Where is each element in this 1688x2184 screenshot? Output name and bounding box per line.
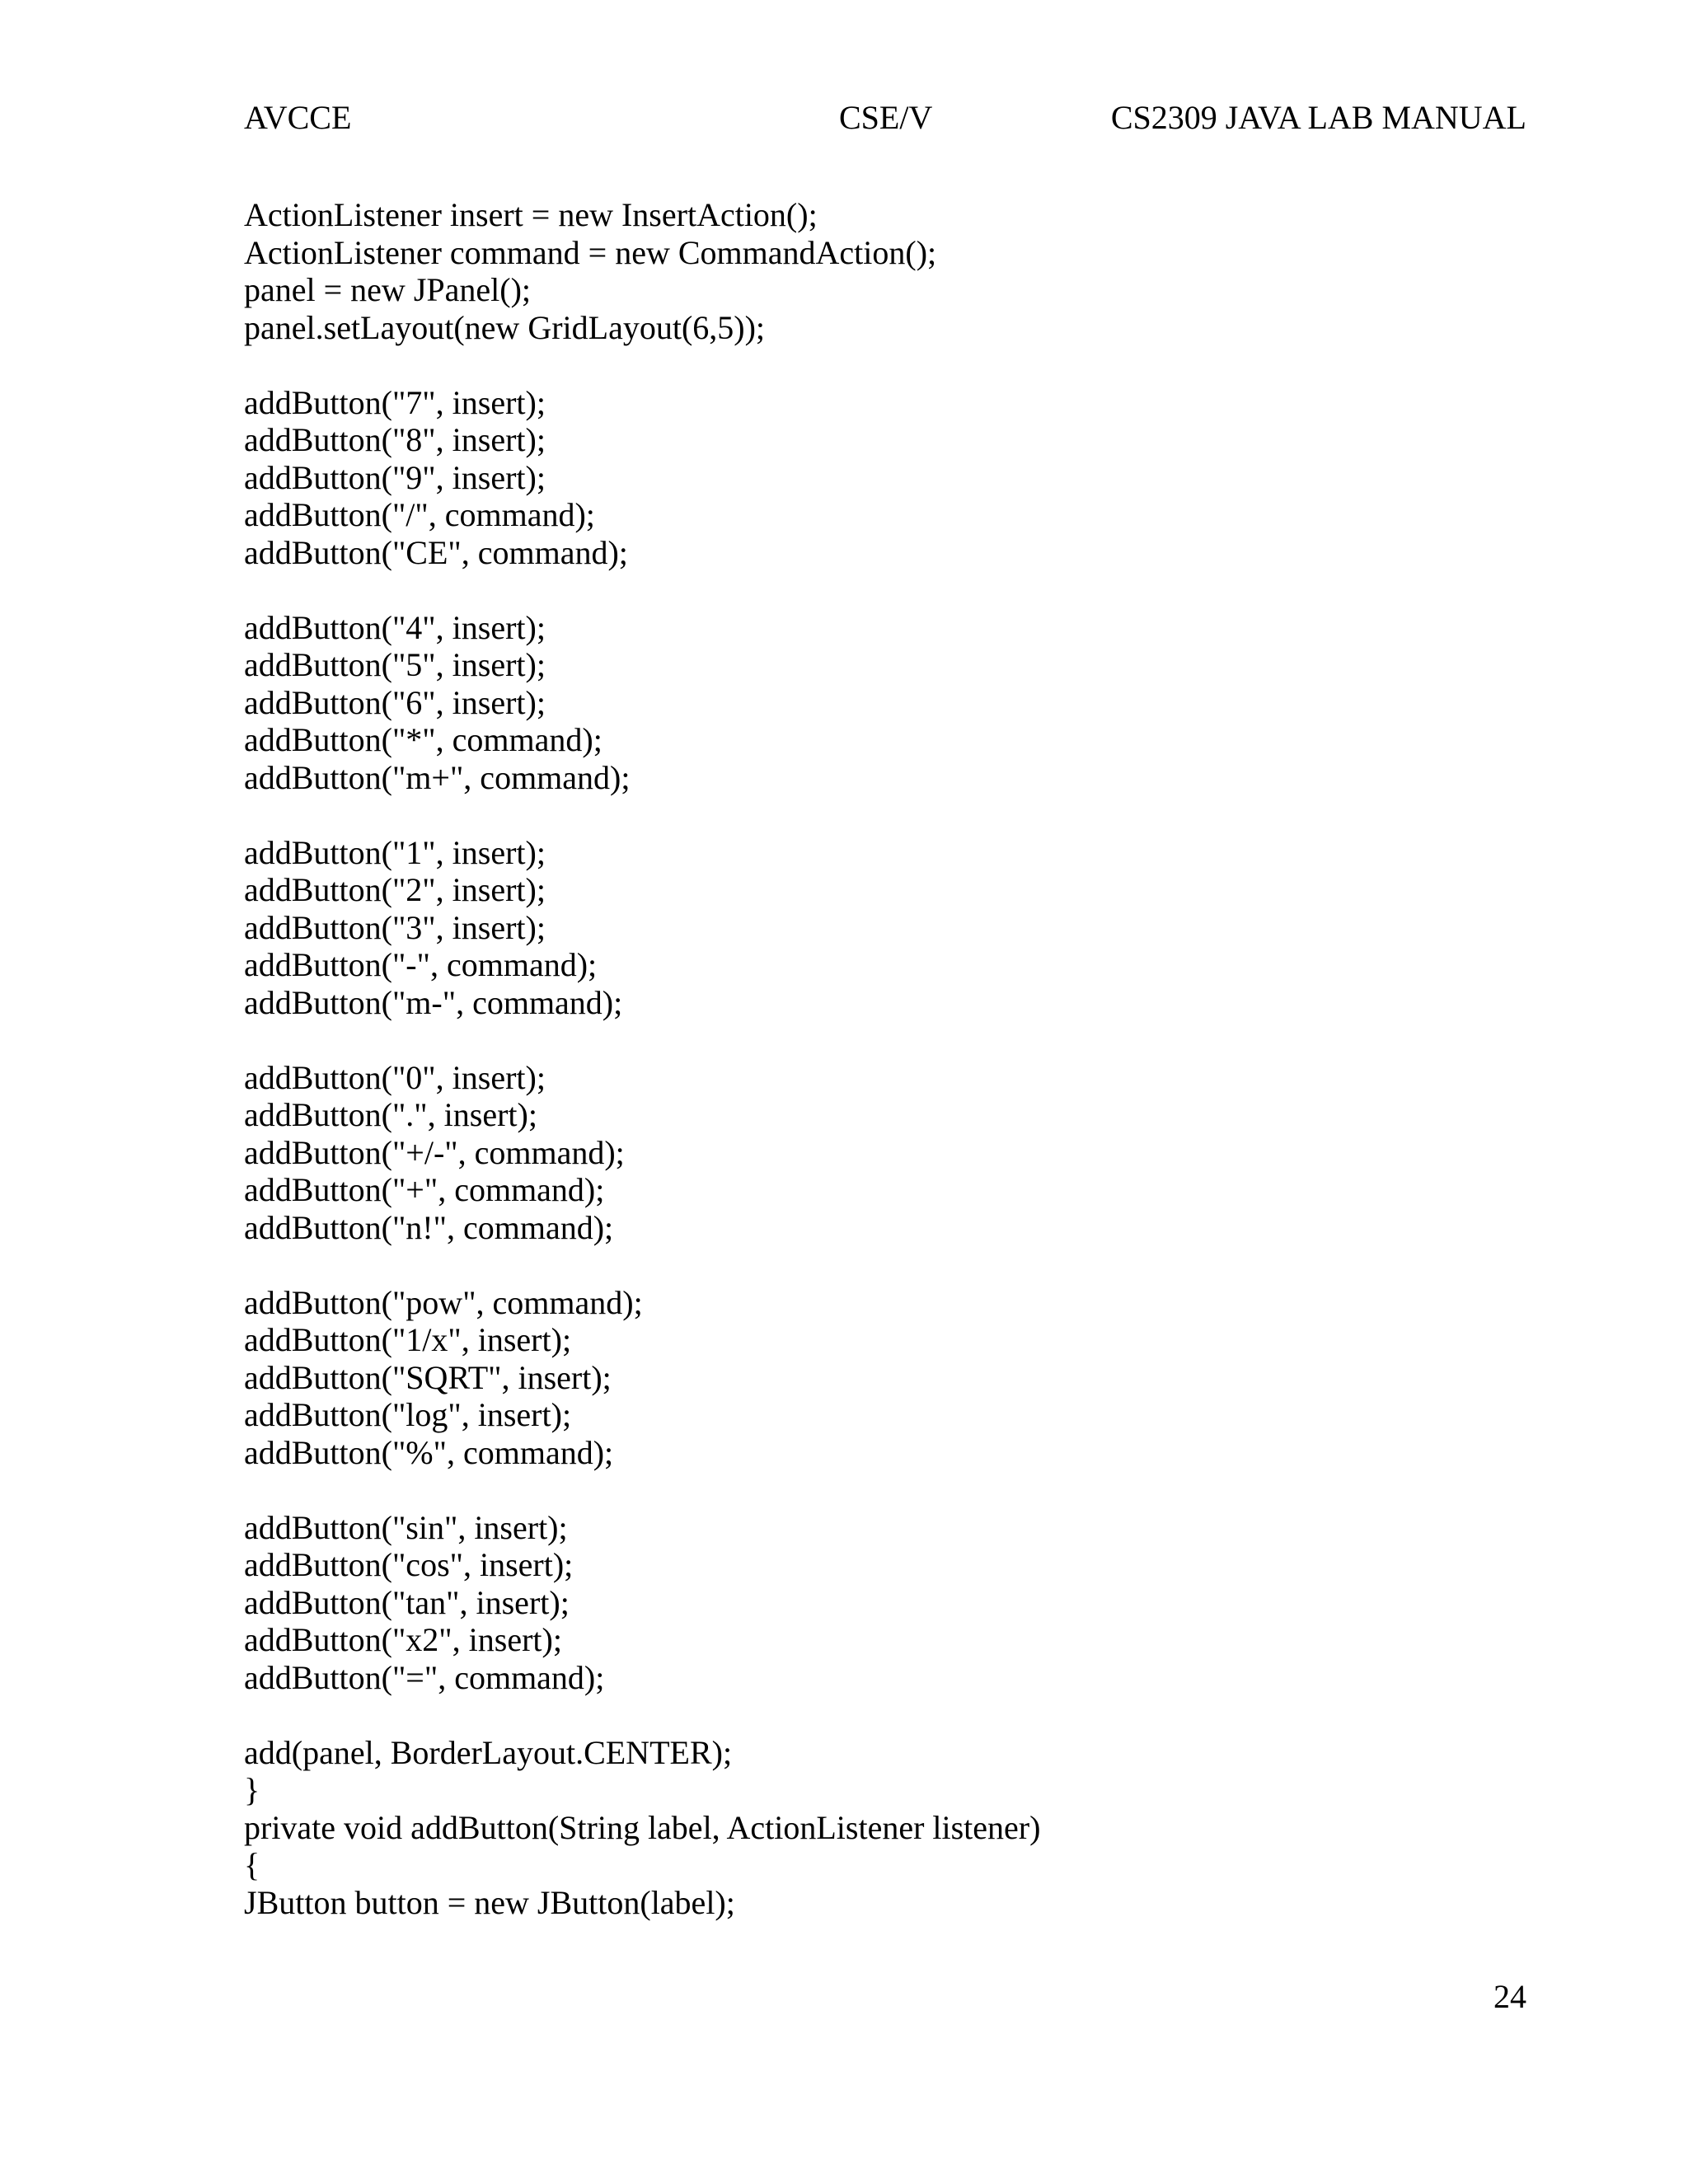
- code-line: addButton("SQRT", insert);: [244, 1358, 612, 1396]
- code-line: addButton("*", command);: [244, 721, 603, 758]
- code-line: {: [244, 1846, 260, 1883]
- blank-line: [244, 796, 1480, 834]
- code-line: addButton("-", command);: [244, 946, 598, 983]
- code-line: addButton("9", insert);: [244, 458, 546, 496]
- code-line: ActionListener insert = new InsertAction();: [244, 196, 818, 233]
- code-line: addButton("m+", command);: [244, 758, 631, 796]
- code-line: addButton("4", insert);: [244, 608, 546, 646]
- blank-line: [244, 1696, 1480, 1734]
- blank-line: [244, 1021, 1480, 1059]
- code-line: addButton("8", insert);: [244, 421, 546, 458]
- code-line: addButton("pow", command);: [244, 1283, 643, 1321]
- code-line: addButton("0", insert);: [244, 1058, 546, 1096]
- code-line: addButton("tan", insert);: [244, 1583, 570, 1621]
- code-line: panel = new JPanel();: [244, 271, 532, 308]
- header-department: CSE/V: [839, 99, 933, 136]
- code-line: add(panel, BorderLayout.CENTER);: [244, 1733, 733, 1771]
- page-header: [244, 97, 1526, 138]
- code-line: addButton("log", insert);: [244, 1396, 572, 1433]
- code-line: addButton("1", insert);: [244, 833, 546, 871]
- code-line: }: [244, 1771, 260, 1808]
- code-line: addButton("3", insert);: [244, 908, 546, 946]
- code-line: addButton("6", insert);: [244, 683, 546, 721]
- code-line: addButton("m-", command);: [244, 983, 623, 1021]
- blank-line: [244, 1246, 1480, 1284]
- blank-line: [244, 1471, 1480, 1509]
- header-institution: AVCCE: [244, 99, 352, 136]
- header-manual-title: CS2309 JAVA LAB MANUAL: [1110, 99, 1526, 136]
- code-line: addButton("CE", command);: [244, 533, 628, 571]
- code-line: addButton("=", command);: [244, 1658, 605, 1696]
- blank-line: [244, 571, 1480, 609]
- code-line: addButton("x2", insert);: [244, 1621, 562, 1658]
- code-listing: [244, 196, 1480, 1921]
- code-line: addButton(".", insert);: [244, 1096, 537, 1133]
- code-line: addButton("5", insert);: [244, 646, 546, 683]
- code-line: addButton("+", command);: [244, 1171, 605, 1208]
- code-line: addButton("sin", insert);: [244, 1508, 568, 1546]
- code-line: addButton("n!", command);: [244, 1208, 614, 1246]
- code-line: addButton("%", command);: [244, 1433, 614, 1471]
- code-line: panel.setLayout(new GridLayout(6,5));: [244, 308, 766, 346]
- code-line: JButton button = new JButton(label);: [244, 1883, 735, 1921]
- code-line: addButton("cos", insert);: [244, 1546, 574, 1583]
- code-line: addButton("/", command);: [244, 496, 595, 533]
- blank-line: [244, 346, 1480, 384]
- code-line: addButton("1/x", insert);: [244, 1321, 572, 1358]
- page-number: 24: [1493, 1978, 1526, 2015]
- code-line: ActionListener command = new CommandAction();: [244, 233, 937, 271]
- code-line: addButton("7", insert);: [244, 383, 546, 421]
- code-line: private void addButton(String label, ActionListener listener): [244, 1808, 1041, 1846]
- code-line: addButton("2", insert);: [244, 871, 546, 908]
- code-line: addButton("+/-", command);: [244, 1133, 625, 1171]
